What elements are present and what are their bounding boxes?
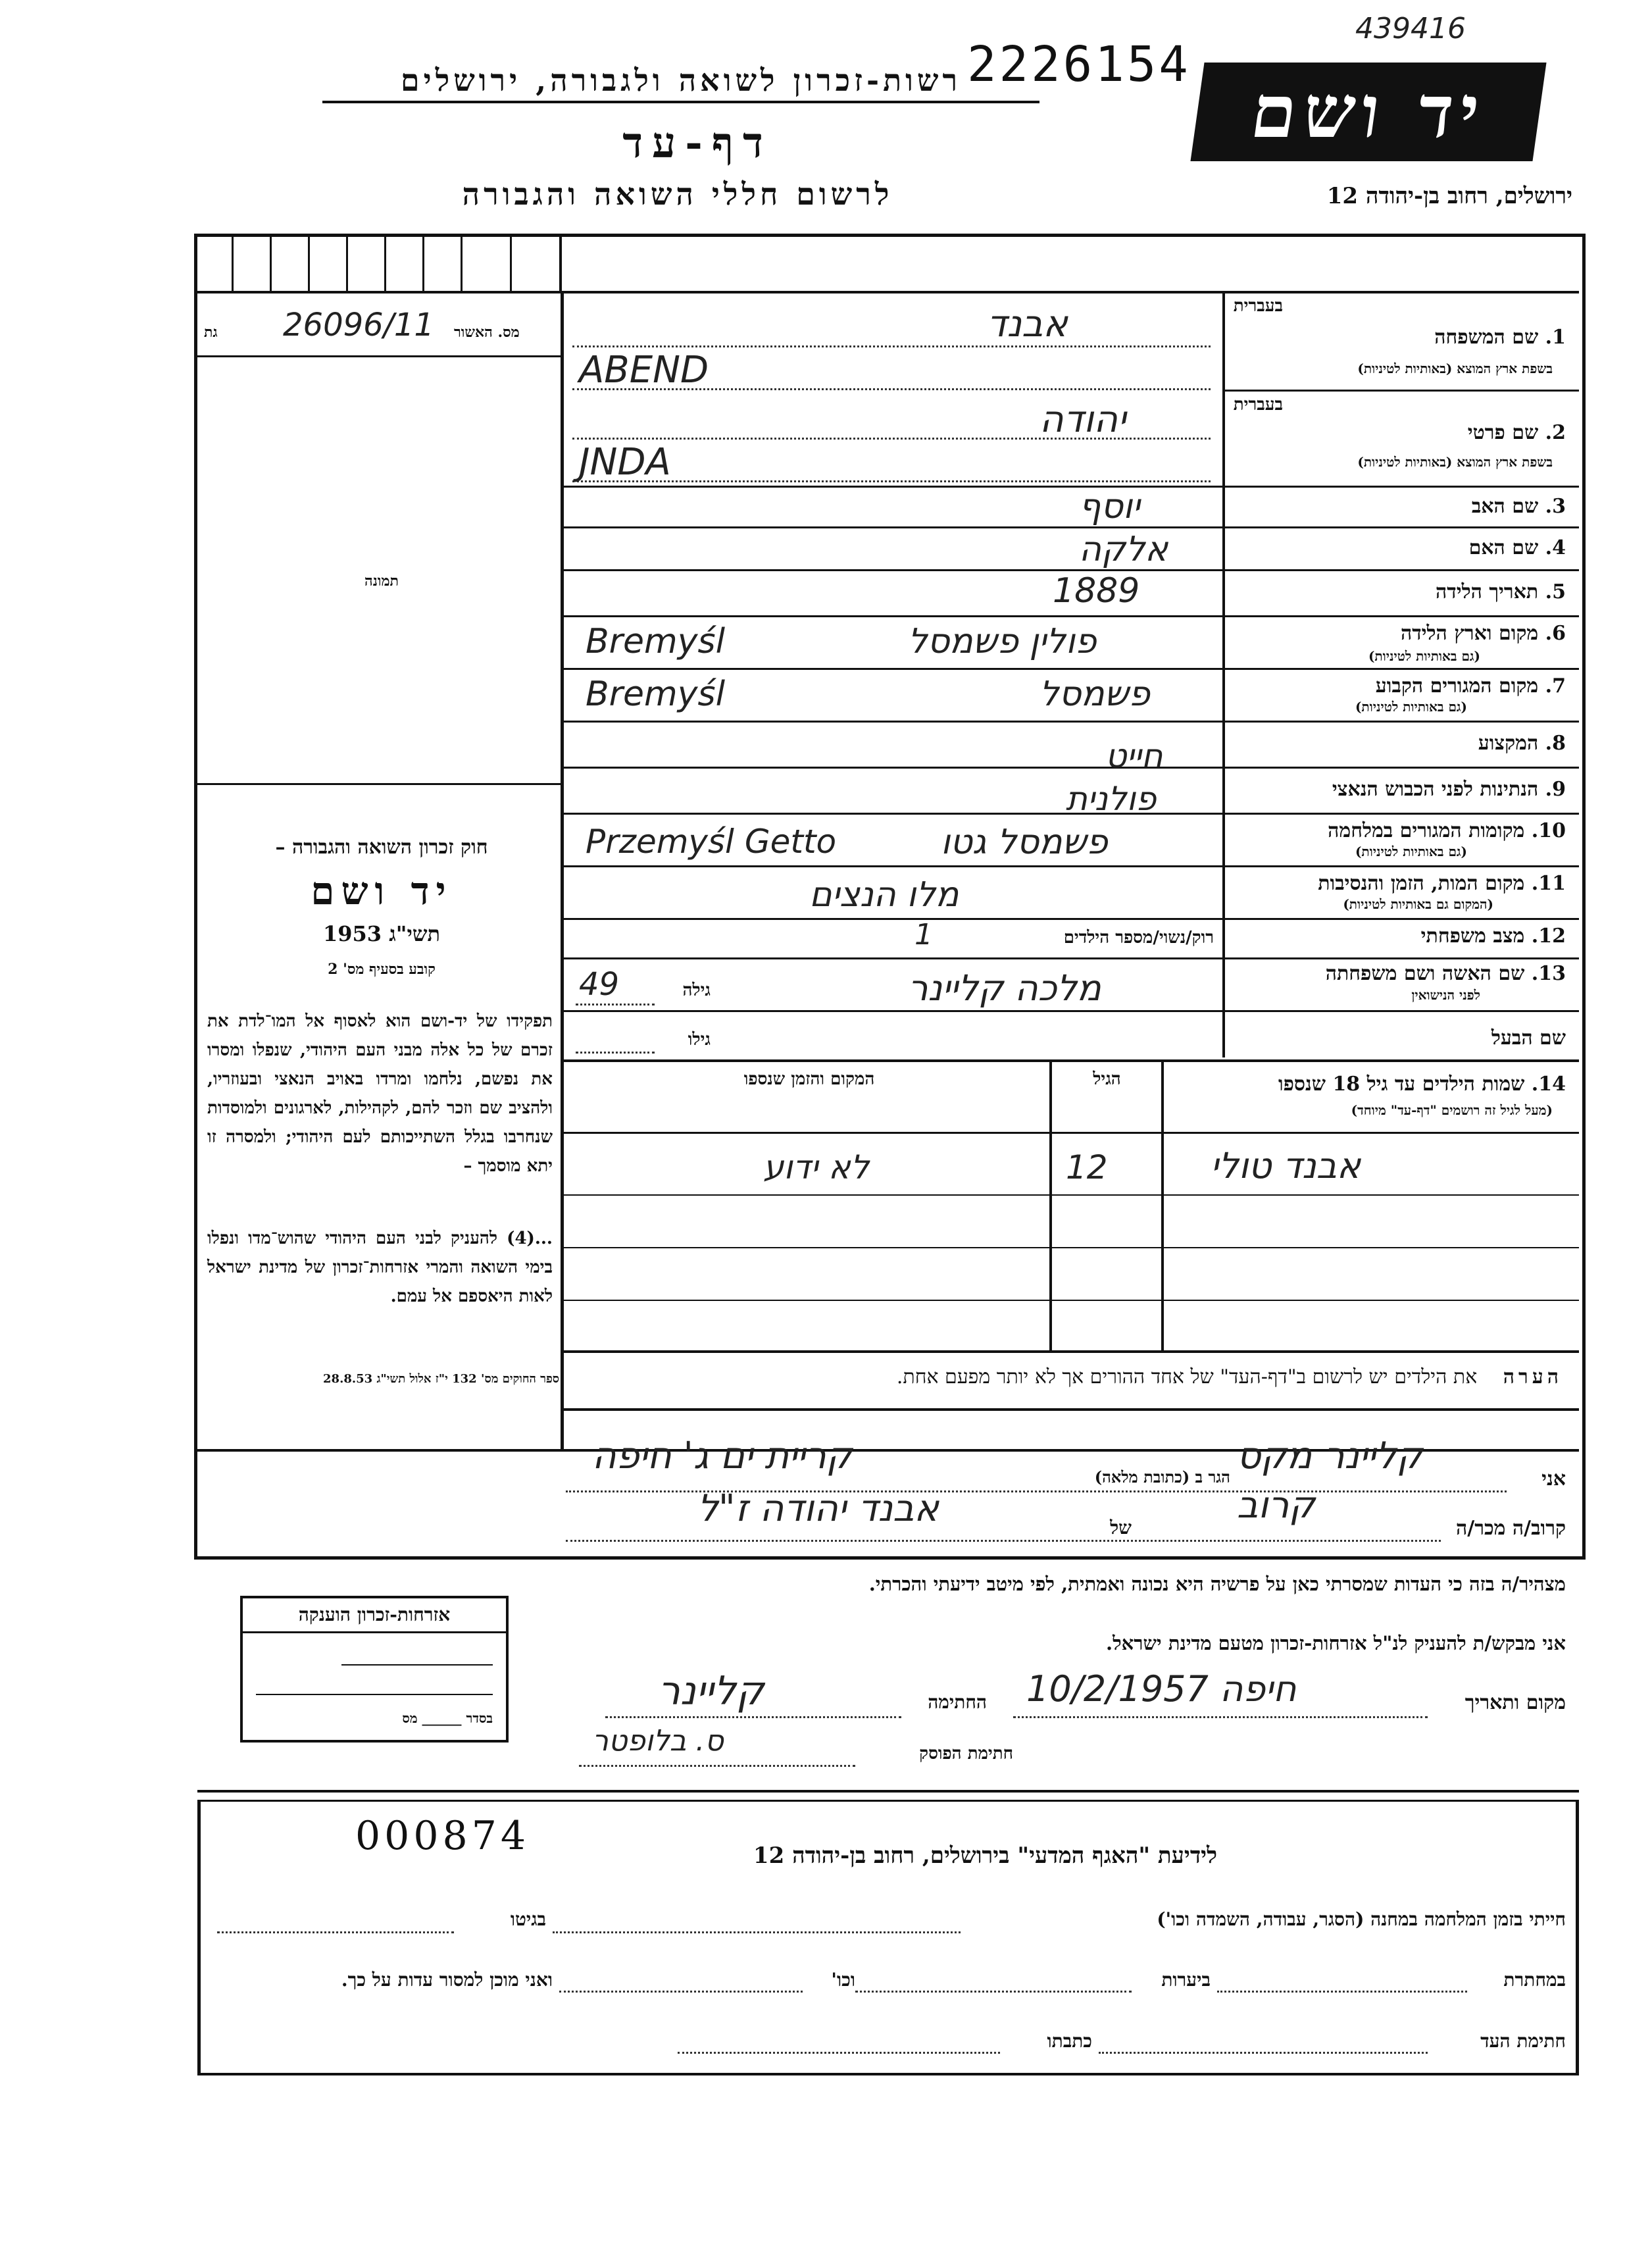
first-name-hebrew-value: יהודה (1039, 398, 1126, 441)
residence-sub: (גם באותיות לטיניות) (1355, 699, 1467, 715)
archive-note: 439416 (1355, 12, 1466, 45)
wife-age-label: גילה (682, 980, 711, 1000)
father-name-value: יוסף (1079, 487, 1140, 526)
death-place-label: 11. מקום המות, הזמן והנסיבות (1318, 872, 1566, 895)
form-subtitle: לרשום חללי השואה והגבורה (462, 176, 893, 212)
mother-name-label: 4. שם האם (1468, 536, 1566, 559)
children-subtitle: (מעל לגיל זה רושמים "דף-עד" מיוחד) (1351, 1102, 1553, 1118)
child-age-value: 12 (1066, 1148, 1108, 1186)
law-text: תפקידו של יד-ושם הוא לאסוף אל המו־לדת את זכרם של כל אלה מבני העם היהודי, שנפלו ומסרו את נפשם, נלחמו ומרדו באויב הנאצי ובעוזריו, ולהציב שם וזכר להם, לקהילות, לארגונים ולמוסדות שנחרבו בגלל השתייכותם לעם היהודי; ולמסרה זו יתא מוסמך – (207, 1011, 553, 1176)
footer-serial: 000874 (355, 1813, 530, 1859)
approval-row (204, 307, 553, 344)
relation-value: קרוב (1237, 1484, 1315, 1527)
form-title: דף-עד (622, 118, 772, 168)
law-name: יד ושם (311, 869, 453, 913)
law-year: תשי"ג 1953 (323, 921, 440, 946)
place-date-label: מקום ותאריך (1464, 1691, 1566, 1714)
wartime-residence-label: 10. מקומות המגורים במלחמה (1328, 819, 1566, 842)
declarant-address-value: קריית ים ג' חיפה (592, 1435, 853, 1477)
nationality-value: פולנית (1066, 780, 1157, 818)
witness-address-label: כתבתו (1047, 2030, 1092, 2052)
citizenship-box-title: אזרחות-זכרון הוענקה (243, 1604, 506, 1633)
wife-name-value: מלכה קליינר (908, 967, 1101, 1009)
first-name-latin-label: בשפת ארץ המוצא (באותיות לטיניות) (1357, 454, 1553, 470)
wartime-residence-latin-value: Przemyśl Getto (586, 823, 837, 861)
of-label: של (1110, 1517, 1132, 1539)
death-place-value: מלו הנצים (809, 875, 959, 915)
residence-latin-value: Bremyśl (586, 674, 726, 714)
marital-status-options: רוק/נשוי/מספר הילדים (1063, 928, 1214, 948)
law-text-clause-4: ...(4) להעניק לבני העם היהודי שהוש־מדו ונפלו בימי השואה והמרי אזרחות־זכרון של מדינת ישראל לאות היאספם אל עמם. (207, 1229, 553, 1306)
declarant-address-label: הגר ב (כתובת מלאה) (1094, 1467, 1230, 1487)
approval-number: 26096/11 (283, 307, 434, 344)
ghetto-label: בגיטו (510, 1908, 546, 1930)
children-title: 14. שמות הילדים עד גיל 18 שנספו (1278, 1073, 1566, 1096)
child-place-value: לא ידוע (763, 1148, 870, 1186)
citizenship-box-footer: בסדר ______ מס (402, 1710, 493, 1726)
surname-hebrew-value: אבנד (987, 303, 1068, 345)
first-name-latin-value: JNDA (579, 441, 671, 484)
underground-label: במחתרת (1503, 1969, 1566, 1991)
surname-label: 1. שם המשפחה (1434, 326, 1566, 349)
declarant-name-value: קליינר מקס (1237, 1435, 1423, 1477)
profession-label: 8. המקצוע (1478, 732, 1566, 755)
husband-age-label: גילו (688, 1030, 711, 1050)
marital-status-label: 12. מצב משפחתי (1420, 925, 1566, 948)
deceased-name-value: אבנד יהודה ז"ל (697, 1487, 939, 1530)
wartime-residence-sub: (גם באותיות לטיניות) (1355, 844, 1467, 859)
children-place-header: המקום והזמן שנספו (743, 1069, 875, 1089)
law-clause: קובע בסעיף מס' 2 (328, 961, 436, 978)
signature-value: קליינר (658, 1668, 764, 1714)
witness-signature-label: חתימת הפוסק (919, 1744, 1013, 1764)
citizenship-request: אני מבקש/ת להעניק לנ"ל אזרחות-זכרון מטעם מדינת ישראל. (1105, 1632, 1566, 1654)
children-age-header: הגיל (1093, 1069, 1121, 1089)
forests-label: ביערות (1161, 1969, 1211, 1991)
residence-label: 7. מקום המגורים הקבוע (1375, 674, 1566, 698)
place-date-value: חיפה 10/2/1957 (1026, 1668, 1297, 1710)
etc-label: וכו' (831, 1969, 855, 1991)
yad-vashem-logo: יד ושם (1190, 63, 1546, 161)
approval-label: מס. האשור (454, 324, 520, 341)
photo-label: תמונה (364, 573, 399, 590)
father-name-label: 3. שם האב (1471, 495, 1566, 518)
surname-hebrew-label: בעברית (1233, 296, 1283, 316)
camp-label: חייתי בזמן המלחמה במחנה (הסגר, עבודה, השמדה וכו') (1157, 1908, 1566, 1930)
approval-suffix: גת (204, 324, 218, 341)
wife-age-value: 49 (579, 966, 620, 1003)
witness-signature-footer-label: חתימת העד (1480, 2030, 1566, 2052)
first-name-hebrew-label: בעברית (1233, 395, 1283, 415)
children-count-value: 1 (914, 918, 933, 952)
wife-name-sub: לפני הנישואין (1411, 987, 1480, 1003)
note-row (572, 1365, 1563, 1388)
nationality-label: 9. הנתינות לפני הכבוש הנאצי (1332, 778, 1566, 801)
law-title: חוק זכרון השואה והגבורה – (275, 836, 488, 859)
signature-label: החתימה (928, 1691, 987, 1713)
surname-latin-value: ABEND (579, 349, 709, 392)
mother-name-value: אלקה (1079, 530, 1168, 569)
testimony-willing-label: ואני מוכן למסור עדות על כך. (341, 1969, 553, 1991)
note-label: הערה (1503, 1365, 1563, 1388)
footer-address-line: לידיעת "האגף המדעי" בירושלים, רחוב בן-יהודה 12 (753, 1843, 1217, 1869)
note-text: את הילדים יש לרשום ב"דף-העד" של אחד ההורים אך לא יותר מפעם אחת. (896, 1365, 1478, 1388)
birthplace-sub: (גם באותיות לטיניות) (1368, 648, 1480, 664)
husband-name-label: שם הבעל (1491, 1027, 1566, 1050)
citizenship-box (240, 1596, 509, 1743)
law-reference: ספר החוקים מס' 132 י"ז אלול תשי"ג 28.8.53 (323, 1372, 559, 1386)
org-address: ירושלים, רחוב בן-יהודה 12 (1326, 183, 1572, 209)
birth-date-label: 5. תאריך הלידה (1436, 580, 1566, 603)
witness-signature-value: ס. בלופטר (592, 1724, 724, 1758)
birth-date-value: 1889 (1053, 571, 1140, 611)
wife-name-label: 13. שם האשה ושם משפחתה (1325, 962, 1566, 985)
first-name-label: 2. שם פרטי (1467, 421, 1566, 444)
birthplace-latin-value: Bremyśl (586, 622, 726, 661)
declaration-statement: מצהיר/ה בזה כי העדות שמסרתי כאן על פרשיה היא נכונה ואמתית, לפי מיטב ידיעתי והכרתי. (868, 1573, 1566, 1595)
surname-latin-label: בשפת ארץ המוצא (באותיות לטיניות) (1357, 361, 1553, 376)
relation-label: קרוב/ה מכר/ה (1456, 1517, 1566, 1540)
document-number: 2226154 (967, 36, 1191, 93)
organization-line: רשות-זכרון לשואה ולגבורה, ירושלים (322, 63, 1039, 103)
child-name-value: אבנד טולי (1211, 1145, 1361, 1186)
wartime-residence-hebrew-value: פשמסל גטו (941, 823, 1108, 862)
birthplace-label: 6. מקום וארץ הלידה (1400, 622, 1566, 645)
birthplace-hebrew-value: פולין פשמסל (908, 622, 1097, 661)
declarant-label: אני (1541, 1467, 1566, 1490)
residence-hebrew-value: פשמסל (1039, 674, 1150, 714)
profession-value: חייט (1105, 737, 1163, 775)
death-place-sub: (המקום גם באותיות לטיניות) (1343, 896, 1493, 912)
